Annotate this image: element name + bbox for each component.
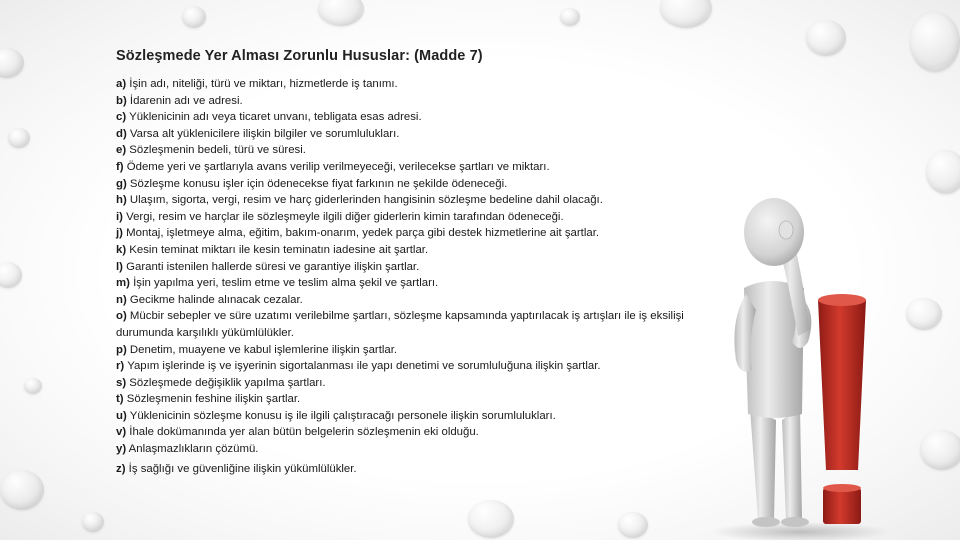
list-item bbox=[116, 375, 691, 392]
list-item bbox=[116, 461, 691, 478]
water-drop-decoration bbox=[906, 298, 942, 330]
list-item-key: v) bbox=[116, 426, 127, 439]
list-item-text: Yapım işlerinde iş ve işyerinin sigortalanması ile yapı denetimi ve sorumluluğuna ilişkin şartlar. bbox=[124, 360, 601, 373]
list-item bbox=[116, 225, 691, 242]
list-item bbox=[116, 292, 691, 309]
list-item bbox=[116, 242, 691, 259]
list-item-key: y) bbox=[116, 443, 127, 456]
list-item-key: i) bbox=[116, 210, 123, 223]
list-item bbox=[116, 126, 691, 143]
list-item-text: İşin adı, niteliği, türü ve miktarı, hizmetlerde iş tanımı. bbox=[126, 78, 398, 90]
list-item-key: c) bbox=[116, 111, 127, 124]
water-drop-decoration bbox=[0, 48, 24, 78]
water-drop-decoration bbox=[82, 512, 104, 532]
list-item-text: Yüklenicinin adı veya ticaret unvanı, tebligata esas adresi. bbox=[126, 111, 422, 124]
list-item-text: Sözleşmenin bedeli, türü ve süresi. bbox=[126, 144, 306, 157]
thinking-figure-with-exclamation-mark-icon bbox=[700, 170, 900, 540]
water-drop-decoration bbox=[926, 150, 960, 194]
list-item bbox=[116, 176, 691, 193]
list-item-text: Denetim, muayene ve kabul işlemlerine ilişkin şartlar. bbox=[126, 343, 398, 356]
list-item-text: İş sağlığı ve güvenliğine ilişkin yükümlülükler. bbox=[125, 462, 357, 475]
list-item-key: l) bbox=[116, 260, 123, 273]
list-item bbox=[116, 192, 691, 209]
water-drop-decoration bbox=[560, 8, 580, 26]
list-item bbox=[116, 342, 691, 359]
list-item-key: n) bbox=[116, 293, 127, 306]
figure-leg bbox=[782, 408, 802, 520]
water-drop-decoration bbox=[182, 6, 206, 28]
list-item-text: İdarenin adı ve adresi. bbox=[126, 94, 243, 107]
list-item bbox=[116, 109, 691, 126]
list-item-key: g) bbox=[116, 177, 127, 190]
list-item-key: m) bbox=[116, 277, 130, 290]
list-item-text: İşin yapılma yeri, teslim etme ve teslim alma şekil ve şartları. bbox=[129, 277, 439, 290]
list-item-key: r) bbox=[116, 360, 125, 373]
list-item bbox=[116, 76, 691, 93]
water-drop-decoration bbox=[0, 262, 22, 288]
exclamation-dot bbox=[823, 488, 861, 524]
water-drop-decoration bbox=[920, 430, 960, 470]
list-item-text: Yüklenicinin sözleşme konusu iş ile ilgili çalıştıracağı personele ilişkin sorumlulukları. bbox=[126, 409, 556, 422]
list-item-key: j) bbox=[116, 227, 123, 240]
water-drop-decoration bbox=[468, 500, 514, 538]
exclamation-top-face bbox=[818, 294, 866, 306]
list-item-key: a) bbox=[116, 78, 127, 90]
water-drop-decoration bbox=[660, 0, 712, 28]
list-item-key: f) bbox=[116, 160, 124, 173]
list-item bbox=[116, 159, 691, 176]
water-drop-decoration bbox=[318, 0, 364, 26]
list-item-text: Gecikme halinde alınacak cezalar. bbox=[126, 293, 303, 306]
list-item bbox=[116, 93, 691, 110]
water-drop-decoration bbox=[806, 20, 846, 56]
list-item-text: Anlaşmazlıkların çözümü. bbox=[126, 443, 259, 456]
list-item-text: Mücbir sebepler ve süre uzatımı verilebilme şartları, sözleşme kapsamında yaptırılacak iş artışları ile iş eksilişi durumunda karşılıklı yükümlülükler. bbox=[116, 310, 684, 339]
water-drop-decoration bbox=[8, 128, 30, 148]
list-item bbox=[116, 308, 691, 341]
list-item-text: Sözleşme konusu işler için ödenecekse fiyat farkının ne şekilde ödeneceği. bbox=[126, 177, 508, 190]
water-drop-decoration bbox=[618, 512, 648, 538]
exclamation-bar bbox=[818, 300, 866, 470]
list-item bbox=[116, 424, 691, 441]
list-item-text: Ulaşım, sigorta, vergi, resim ve harç giderlerinden hangisinin sözleşme bedeline dahil olacağı. bbox=[126, 194, 603, 207]
list-item-key: t) bbox=[116, 393, 124, 406]
figure-head bbox=[744, 198, 804, 266]
list-item-text: Ödeme yeri ve şartlarıyla avans verilip verilmeyeceği, verilecekse şartları ve miktarı. bbox=[123, 160, 550, 173]
list-item-text: Sözleşmenin feshine ilişkin şartlar. bbox=[123, 393, 301, 406]
list-item-text: Varsa alt yüklenicilere ilişkin bilgiler ve sorumlulukları. bbox=[126, 127, 400, 140]
list-item-key: h) bbox=[116, 194, 127, 207]
list-item bbox=[116, 142, 691, 159]
list-item-key: z) bbox=[116, 462, 126, 475]
figure-leg bbox=[750, 408, 776, 520]
water-drop-decoration bbox=[0, 470, 44, 510]
list-item-key: d) bbox=[116, 127, 127, 140]
list-item-key: s) bbox=[116, 376, 127, 389]
list-item bbox=[116, 259, 691, 276]
list-item bbox=[116, 209, 691, 226]
list-item bbox=[116, 441, 691, 458]
water-drop-decoration bbox=[24, 378, 42, 394]
list-item-text: Vergi, resim ve harçlar ile sözleşmeyle ilgili diğer giderlerin kimin tarafından ödeneceği. bbox=[122, 210, 564, 223]
list-item bbox=[116, 275, 691, 292]
list-item bbox=[116, 408, 691, 425]
slide-title: Sözleşmede Yer Alması Zorunlu Hususlar: (Madde 7) bbox=[116, 48, 483, 64]
list-item-text: Kesin teminat miktarı ile kesin teminatın iadesine ait şartlar. bbox=[126, 243, 429, 256]
clause-list bbox=[116, 76, 691, 477]
list-item-key: k) bbox=[116, 243, 127, 256]
list-item-key: p) bbox=[116, 343, 127, 356]
list-item-text: Garanti istenilen hallerde süresi ve garantiye ilişkin şartlar. bbox=[122, 260, 420, 273]
list-item bbox=[116, 358, 691, 375]
list-item-text: İhale dokümanında yer alan bütün belgelerin sözleşmenin eki olduğu. bbox=[126, 426, 479, 439]
list-item-key: u) bbox=[116, 409, 127, 422]
list-item-text: Montaj, işletmeye alma, eğitim, bakım-onarım, yedek parça gibi destek hizmetlerine ait şartlar. bbox=[122, 227, 600, 240]
list-item-key: o) bbox=[116, 310, 127, 323]
list-item-key: b) bbox=[116, 94, 127, 107]
water-drop-decoration bbox=[910, 12, 960, 72]
list-item bbox=[116, 391, 691, 408]
list-item-key: e) bbox=[116, 144, 127, 157]
list-item-text: Sözleşmede değişiklik yapılma şartları. bbox=[126, 376, 326, 389]
